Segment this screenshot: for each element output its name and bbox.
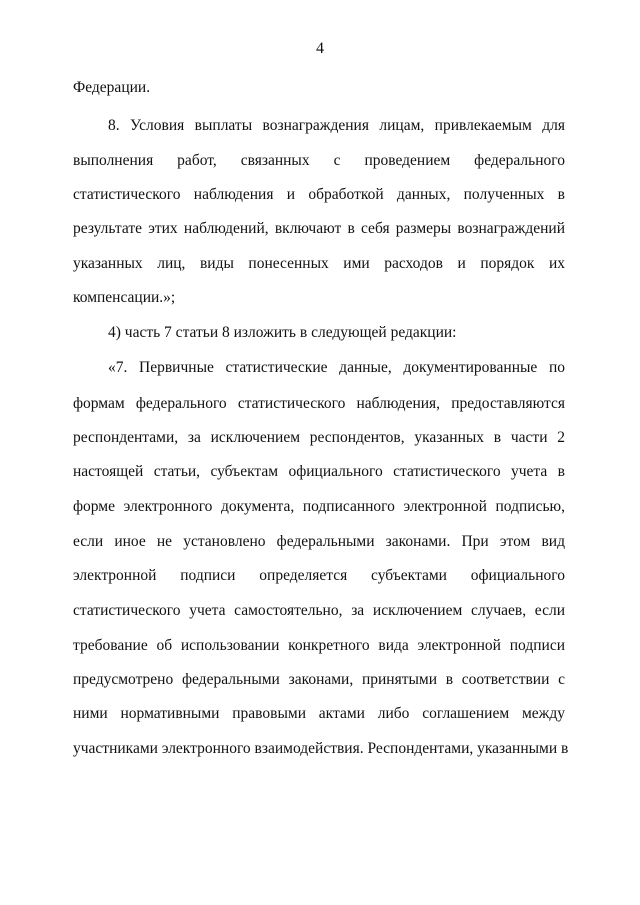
paragraph-line: участниками электронного взаимодействия. Респондентами, указанными в <box>73 740 569 757</box>
paragraph-line: предусмотрено федеральными законами, принятыми в соответствии с <box>73 671 565 688</box>
paragraph-line: электронной подписи определяется субъектами официального <box>73 567 565 584</box>
paragraph-line: если иное не установлено федеральными законами. При этом вид <box>73 533 565 550</box>
paragraph-line: формам федерального статистического наблюдения, предоставляются <box>73 395 565 412</box>
paragraph-line: результате этих наблюдений, включают в себя размеры вознаграждений <box>73 220 565 237</box>
paragraph-line: ними нормативными правовыми актами либо соглашением между <box>73 705 565 722</box>
paragraph-line: статистического наблюдения и обработкой данных, полученных в <box>73 186 565 203</box>
paragraph-line: требование об использовании конкретного вида электронной подписи <box>73 637 565 654</box>
paragraph-line: настоящей статьи, субъектам официального статистического учета в <box>73 463 565 480</box>
paragraph-line: «7. Первичные статистические данные, документированные по <box>108 359 565 376</box>
paragraph-line: статистического учета самостоятельно, за исключением случаев, если <box>73 602 565 619</box>
paragraph-line: форме электронного документа, подписанного электронной подписью, <box>73 498 565 515</box>
page-number: 4 <box>316 40 324 57</box>
paragraph-line: Федерации. <box>73 79 151 96</box>
paragraph-line: 8. Условия выплаты вознаграждения лицам, привлекаемым для <box>108 117 565 134</box>
paragraph-line: выполнения работ, связанных с проведением федерального <box>73 152 565 169</box>
paragraph-line: 4) часть 7 статьи 8 изложить в следующей редакции: <box>108 324 457 341</box>
paragraph-line: компенсации.»; <box>73 289 176 306</box>
paragraph-line: указанных лиц, виды понесенных ими расходов и порядок их <box>73 255 565 272</box>
paragraph-line: респондентами, за исключением респондентов, указанных в части 2 <box>73 429 565 446</box>
